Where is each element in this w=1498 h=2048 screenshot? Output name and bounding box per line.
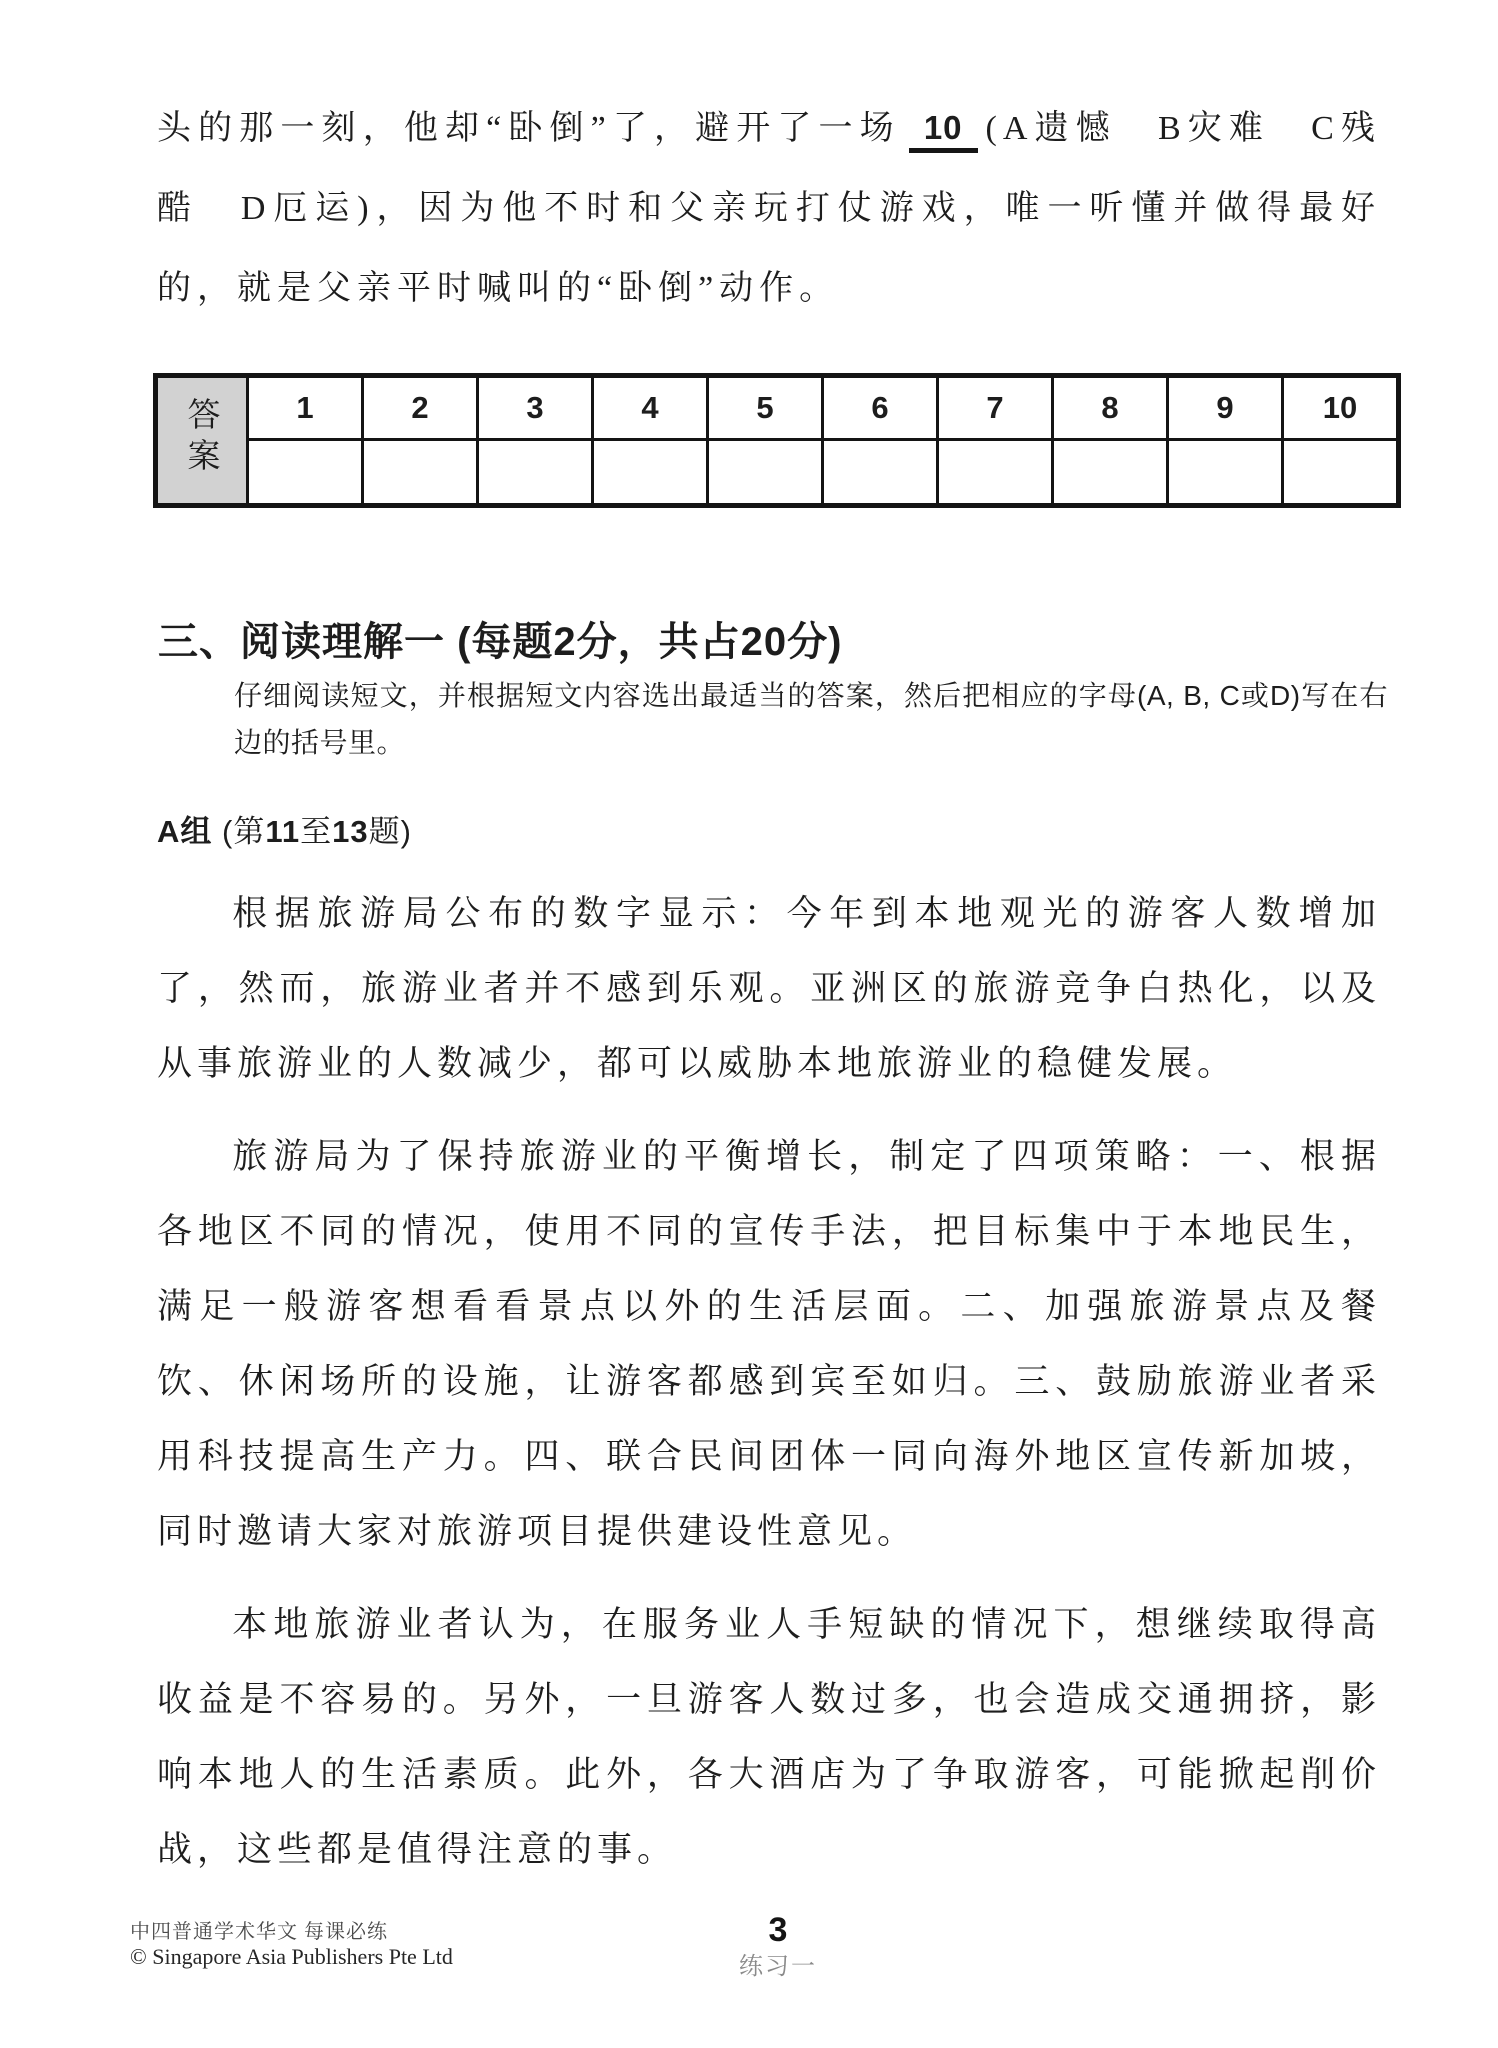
answer-col-header-5: 5 [708, 376, 823, 440]
exercise-label: 练习一 [739, 1954, 817, 1980]
section-title: 三、阅读理解一 (每题2分，共占20分) [158, 620, 843, 664]
answer-cell-7 [938, 440, 1053, 506]
answer-table-row-label: 答案 [183, 397, 221, 479]
reading-passage [157, 876, 1381, 1905]
group-a-range-end: 13 [332, 814, 369, 849]
answer-cell-6 [823, 440, 938, 506]
cloze-text-after-blank: (A遗憾 B灾难 C残酷 D厄运)，因为他不时和父亲玩打仗游戏，唯一听懂并做得最好的，就是父亲平时喊叫的“卧倒”动作。 [157, 110, 1382, 307]
passage-paragraph-1: 根据旅游局公布的数字显示：今年到本地观光的游客人数增加了，然而，旅游业者并不感到乐观。亚洲区的旅游竞争白热化，以及从事旅游业的人数减少，都可以威胁本地旅游业的稳健发展。 [157, 894, 1381, 1083]
answer-col-header-10: 10 [1283, 376, 1399, 440]
answer-cell-8 [1053, 440, 1168, 506]
group-a-range-mid: 至 [300, 814, 333, 849]
answer-col-header-2: 2 [363, 376, 478, 440]
answer-cell-9 [1168, 440, 1283, 506]
footer-series-title: 中四普通学术华文 每课必练 [130, 1921, 388, 1943]
answer-col-header-3: 3 [478, 376, 593, 440]
answer-cell-3 [478, 440, 593, 506]
group-a-range-close: 题) [368, 814, 412, 849]
answer-col-header-6: 6 [823, 376, 938, 440]
group-a-range-start: 11 [265, 814, 301, 849]
answer-col-header-1: 1 [248, 376, 363, 440]
group-a-range-open: (第 [212, 814, 266, 849]
answer-cell-2 [363, 440, 478, 506]
answer-col-header-9: 9 [1168, 376, 1283, 440]
answer-cell-5 [708, 440, 823, 506]
answer-table-header-row [156, 376, 1399, 440]
footer-page-block [698, 1910, 858, 1982]
answer-col-header-8: 8 [1053, 376, 1168, 440]
answer-table-row-label-cell [156, 376, 248, 506]
group-a-heading [157, 812, 412, 852]
section-instructions: 仔细阅读短文，并根据短文内容选出最适当的答案，然后把相应的字母(A, B, C或D)写在右边的括号里。 [234, 680, 1388, 758]
answer-table-answer-row [156, 440, 1399, 506]
cloze-blank-10: 10 [909, 109, 978, 153]
answer-cell-10 [1283, 440, 1399, 506]
page-number: 3 [768, 1911, 788, 1949]
answer-col-header-4: 4 [593, 376, 708, 440]
footer-imprint [130, 1920, 453, 1970]
cloze-passage-continuation [157, 88, 1381, 329]
group-a-label: A组 [157, 814, 213, 849]
answer-table [153, 373, 1401, 508]
passage-paragraph-2: 旅游局为了保持旅游业的平衡增长，制定了四项策略：一、根据各地区不同的情况，使用不同的宣传手法，把目标集中于本地民生，满足一般游客想看看景点以外的生活层面。二、加强旅游景点及餐饮、休闲场所的设施，让游客都感到宾至如归。三、鼓励旅游业者采用科技提高生产力。四、联合民间团体一同向海外地区宣传新加坡，同时邀请大家对旅游项目提供建设性意见。 [157, 1137, 1381, 1551]
cloze-text-before-blank: 头的那一刻，他却“卧倒”了，避开了一场 [157, 110, 901, 147]
answer-col-header-7: 7 [938, 376, 1053, 440]
passage-paragraph-3: 本地旅游业者认为，在服务业人手短缺的情况下，想继续取得高收益是不容易的。另外，一旦游客人数过多，也会造成交通拥挤，影响本地人的生活素质。此外，各大酒店为了争取游客，可能掀起削价战，这些都是值得注意的事。 [157, 1605, 1381, 1869]
answer-cell-4 [593, 440, 708, 506]
answer-cell-1 [248, 440, 363, 506]
footer-publisher: © Singapore Asia Publishers Pte Ltd [130, 1944, 453, 1969]
